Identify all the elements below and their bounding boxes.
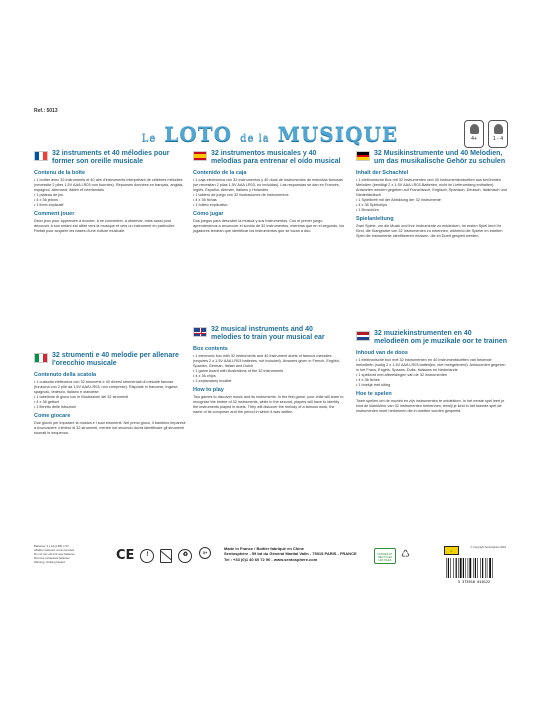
dutch-title: 32 muziekinstrumenten en 40 melodieën om je muzikale oor te trainen [374, 330, 508, 345]
barcode-bar [446, 558, 447, 578]
french-contents-heading: Contenu de la boîte [34, 170, 86, 176]
age-badge: 4+ [464, 120, 484, 148]
barcode-bar [487, 558, 488, 578]
german-title: 32 Musikinstrumente und 40 Melodien, um das musikalische Gehör zu schulen [374, 150, 506, 165]
german-contents-heading: Inhalt der Schachtel [356, 170, 409, 176]
title-musique: MUSIQUE [277, 122, 399, 146]
germany-flag-icon [356, 151, 370, 161]
spain-flag-icon [193, 151, 207, 161]
title-le: Le [141, 133, 157, 144]
barcode-bar [475, 558, 476, 578]
barcode-bar [456, 558, 457, 578]
spanish-contents-heading: Contenido de la caja [193, 170, 247, 176]
italian-play-heading: Come giocare [34, 413, 71, 419]
title-de-la: de la [240, 133, 270, 144]
spanish-play-text: Dos juegos para descubrir la música y sus instrumentos. Con el primer juego, aprenderemos a reconocer el sonido de 32 instrumentos, mientras que en el segundo, los jugadores tendrán que identificar los instrumentos que se tocan a dúo. [193, 219, 345, 233]
barcode-bar [460, 558, 462, 578]
german-contents-list: • 1 elektronische Box mit 32 Instrumenten und 40 Instrumentenduetten aus berühmten Melodien (benötigt 2 x 1,5V AAA LR03-Batterien, nicht im Lieferumfang enthalten). Antworten werden gegeben auf Französisch, Englisch, Spanisch, Deutsch, Italienisch und Niederländisch • 1 Spielbrett mit der Abbildung der 32 Instrumente • 4 x 36 Spielchips • 1 Broschüre [356, 178, 508, 213]
company-address: Sentosphère - 59 bd du Général Martial Valin - 75015 PARIS - FRANCE [224, 551, 357, 557]
copyright: © Copyright Sentosphère 2019 [470, 546, 506, 549]
english-contents-heading: Box contents [193, 346, 228, 352]
battery-recycle-logo: DONNEZ ET RECYCLEZ LES PILES [374, 548, 396, 564]
france-flag-icon [34, 151, 48, 161]
game-title [0, 122, 540, 146]
section-spanish [193, 150, 345, 234]
barcode-bar [480, 558, 481, 578]
barcode-bar [492, 558, 493, 578]
ce-mark-icon: CE [116, 548, 135, 563]
spanish-contents-list: • 1 caja electrónica con 32 instrumentos y 40 dúos de instrumentos de melodías famosas (se necesitan 2 pilas 1,5V AAA LR03, no incluidas). Las respuestas se dan en Francés, Inglés, Español, Alemán, Italiano y Holandés • 1 tablero de juego con 32 ilustraciones de instrumentos • 4 x 36 fichas • 1 folleto explicativo [193, 178, 345, 208]
barcode-bar [453, 558, 454, 578]
barcode-bar [458, 558, 459, 578]
barcode-number: 3 373910 010122 [457, 580, 491, 584]
child-icon [470, 124, 479, 134]
triman-icon: ♻ [178, 549, 192, 563]
english-title: 32 musical instruments and 40 melodies to train your musical ear [211, 326, 325, 341]
french-play-text: Deux jeux pour apprendre à écouter, à se concentrer, à observer, mais aussi pour découvrir à son enfant est attiré vers la musique et vers un instrument en particulier. Parfait pour acquérir les bases d'une culture musicale. [34, 219, 175, 233]
compliance-icons [116, 548, 192, 563]
italian-contents-list: • 1 custodia elettronica con 32 strumenti e 40 diversi strumentali di melodie famose (funziona con 2 pile da 1,5V AAA LR03, non comprese). Risposte in francese, inglese, spagnolo, tedesco, italiano e olandese • 1 tabellone di gioco con le illustrazioni dei 32 strumenti • 4 x 36 gettoni • 1 libretto delle istruzioni [34, 380, 186, 410]
age-badges [464, 120, 508, 148]
dutch-play-heading: Hoe te spelen [356, 391, 392, 397]
section-german [356, 150, 508, 239]
french-contents-list: • 1 boîtier avec 32 instruments et 40 airs d'instruments interprétant de célèbres mélodies (nécessite 2 piles 1,5V AAA LR03 non fournies). Réponses données en français, anglais, espagnol, allemand, italien et néerlandais • 1 plateau de jeu • 4 x 36 jetons • 1 livret explicatif [34, 178, 186, 208]
barcode-bar [482, 558, 483, 578]
spanish-title: 32 instrumentos musicales y 40 melodías para entrenar el oído musical [211, 150, 341, 165]
english-contents-list: • 1 electronic box with 32 instruments and 40 instrument duets of famous melodies (requires 2 x 1.5V AAA LR03 batteries, not included). Answers given in French, English, Spanish, German, Italian and Dutch • 1 game board with illustrations of the 32 instruments • 4 x 36 chips • 1 explanatory booklet [193, 354, 345, 384]
italian-play-text: Due giochi per imparare la musica e i suoi strumenti. Nel primo gioco, il bambino imparerà a riconoscere il timbro di 32 strumenti, mentre nel secondo dovrà identificare gli strumenti suonati in sequenza. [34, 421, 186, 435]
italian-title: 32 strumenti e 40 melodie per allenare l'orecchio musicale [52, 352, 179, 367]
dutch-contents-heading: Inhoud van de doos [356, 350, 408, 356]
german-play-text: Zwei Spiele, um die Musik und ihre Instrumente zu entdecken. Im ersten Spiel lernt Ihr Kind, die Klangfarbe von 32 Instrumenten zu erkennen, während die Spieler im zweiten Spiel die Instrumente identifizieren müssen, die im Duett gespielt werden. [356, 224, 503, 238]
company-contact: Tel : +33 (0)1 40 60 72 90 - www.sentosphere.com [224, 556, 318, 562]
recycling-logos [374, 548, 413, 564]
italian-contents-heading: Contenuto della scatola [34, 372, 97, 378]
barcode-bar [468, 558, 469, 578]
crossed-bin-icon [160, 549, 172, 563]
reference-number: Ref.: 5013 [34, 108, 58, 114]
barcode-bar [463, 558, 464, 578]
warning-label-icon: ⚠ [444, 546, 459, 555]
section-french [34, 150, 186, 234]
company-info [224, 546, 357, 562]
english-play-heading: How to play [193, 387, 224, 393]
barcode-bar [477, 558, 478, 578]
barcode-bar [489, 558, 491, 578]
french-play-heading: Comment jouer [34, 211, 75, 217]
warning-circle-icon: ! [140, 549, 154, 563]
battery-instructions: Batteries: 2 x AA (LR6) 1.5V Alkaline batteries recommended Do not mix old and new batteries Remove exhausted batteries Warning: choking hazard [34, 544, 75, 564]
section-italian [34, 352, 186, 436]
dutch-play-text: Twee spellen om de muziek en zijn instrumenten te ontdekken. In het eerste spel leert je kind de klankkleur van 32 instrumenten herkennen, terwijl je kind in het tweede spel de instrumenten moet herkennen die in duetten worden gespeeld. [356, 399, 505, 413]
age-warning-icon: 3+ [199, 547, 211, 559]
recycle-icon: ♺ [401, 549, 410, 560]
players-icon [494, 124, 503, 134]
barcode-bar [469, 558, 471, 578]
barcode-bar [448, 558, 449, 578]
english-play-text: Two games to discover music and its instruments. In the first game, your child will learn to recognize the timbre of 32 instruments, while in the second, players will have to identify the instruments played in duets. They will discover the melody of a famous work, the name of its composer and the period in which it was written. [193, 395, 344, 414]
italy-flag-icon [34, 353, 48, 363]
barcode-bar [485, 558, 486, 578]
section-english [193, 326, 345, 415]
title-loto: LOTO [164, 122, 233, 146]
footer [34, 544, 506, 596]
german-play-heading: Spielanleitung [356, 216, 394, 222]
barcode-bar [473, 558, 474, 578]
barcode [442, 558, 506, 584]
netherlands-flag-icon [356, 331, 370, 341]
uk-flag-icon [193, 327, 207, 337]
players-badge: 1 - 4 [488, 120, 508, 148]
french-title: 32 instruments et 40 mélodies pour former son oreille musicale [52, 150, 170, 165]
made-in: Made in France / Boîtier fabriqué en Chine [224, 546, 305, 551]
dutch-contents-list: • 1 elektronische box met 32 instrumenten en 40 instrumentduetten van bekende melodieën (nodig 2 x 1,5V AAA LR03 batterijen, niet meegeleverd). Antwoorden gegeven in het Frans, Engels, Spaans, Duits, Italiaans en Nederlands • 1 spelbord met afbeeldingen van de 32 instrumenten • 4 x 36 fiches • 1 boekje met uitleg [356, 358, 508, 388]
spanish-play-heading: Cómo jugar [193, 211, 224, 217]
barcode-bar [465, 558, 466, 578]
section-dutch [356, 330, 508, 414]
barcode-bar [450, 558, 451, 578]
